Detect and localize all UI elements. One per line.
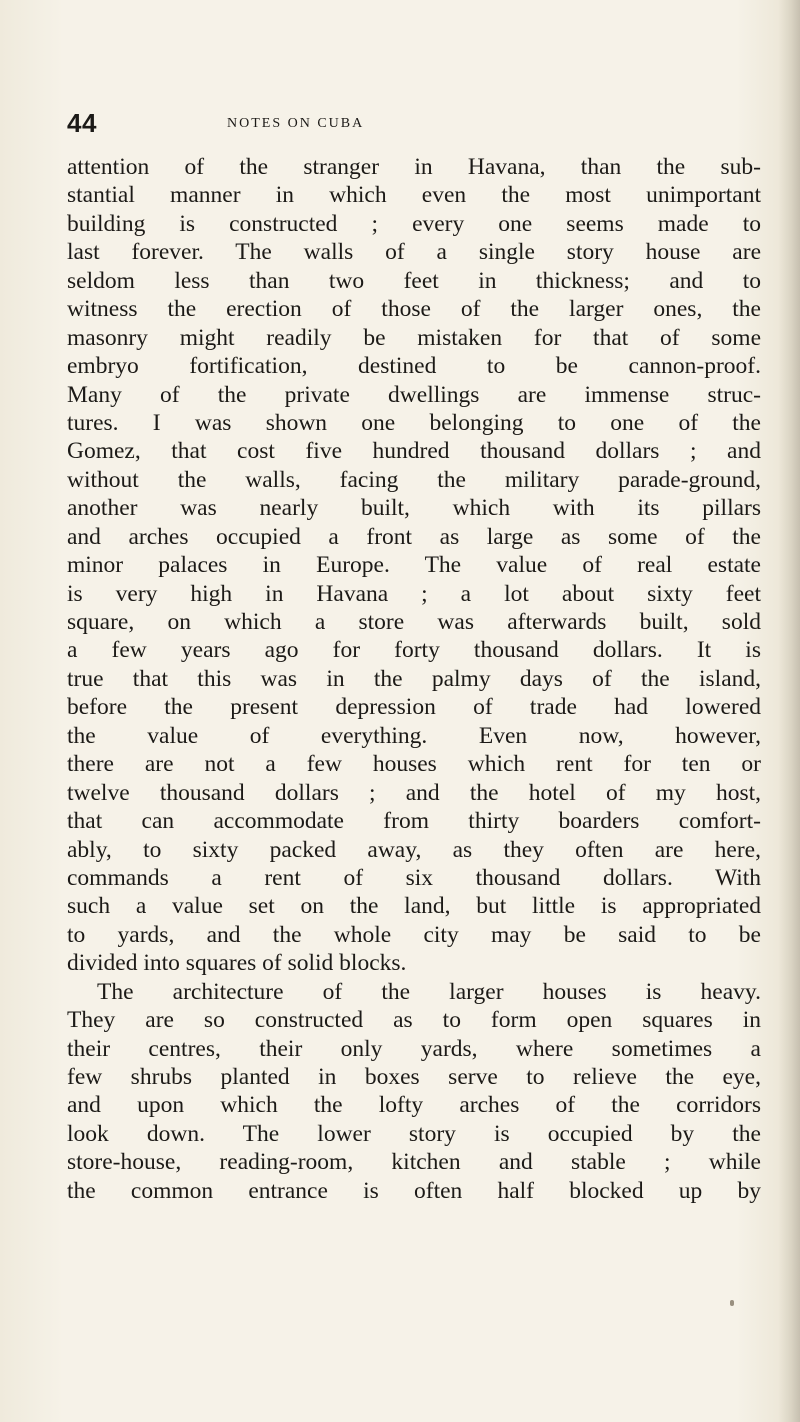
text-line: the value of everything. Even now, however, [67,722,761,749]
text-line: and arches occupied a front as large as some of the [67,523,761,550]
text-line: last forever. The walls of a single story house are [67,239,761,266]
text-line: such a value set on the land, but little is appropriated [67,893,761,920]
text-line: that can accommodate from thirty boarders comfort- [67,808,761,835]
text-line: Many of the private dwellings are immense struc- [67,381,761,408]
text-line: masonry might readily be mistaken for that of some [67,324,761,351]
text-line: stantial manner in which even the most unimportant [67,182,761,209]
body-text [67,153,761,1205]
text-line: another was nearly built, which with its pillars [67,495,761,522]
text-line: there are not a few houses which rent for ten or [67,751,761,778]
text-line: square, on which a store was afterwards built, sold [67,609,761,635]
text-line: tures. I was shown one belonging to one of the [67,409,761,436]
text-line: true that this was in the palmy days of the island, [67,665,761,692]
ink-speck [730,1300,734,1306]
text-line: twelve thousand dollars ; and the hotel of my host, [67,779,761,806]
text-line: seldom less than two feet in thickness; and to [67,267,761,294]
page-edge-shadow [778,0,800,1422]
text-line: ably, to sixty packed away, as they often are here, [67,836,761,863]
text-line: witness the erection of those of the larger ones, the [67,296,761,323]
text-line: few shrubs planted in boxes serve to relieve the eye, [67,1064,761,1090]
text-line: building is constructed ; every one seems made to [67,210,761,237]
text-line: without the walls, facing the military parade-ground, [67,466,761,493]
text-line: the common entrance is often half blocked up by [67,1177,761,1204]
text-line: They are so constructed as to form open squares in [67,1007,761,1034]
text-line: is very high in Havana ; a lot about sixty feet [67,580,761,607]
page-number: 44 [67,108,97,138]
text-line: their centres, their only yards, where sometimes a [67,1035,761,1062]
text-line: before the present depression of trade had lowered [67,694,761,721]
text-line: to yards, and the whole city may be said to be [67,921,761,948]
text-line: attention of the stranger in Havana, than the sub- [67,154,761,180]
text-line: a few years ago for forty thousand dollars. It is [67,637,761,664]
text-line: commands a rent of six thousand dollars. With [67,864,761,891]
page-header [67,108,757,144]
running-head: NOTES ON CUBA [227,116,365,131]
text-line: and upon which the lofty arches of the corridors [67,1092,761,1119]
text-line: divided into squares of solid blocks. [67,950,407,977]
text-line: look down. The lower story is occupied by the [67,1120,761,1147]
text-line: embryo fortification, destined to be cannon-proof. [67,353,761,380]
text-line: minor palaces in Europe. The value of real estate [67,552,761,579]
text-line: store-house, reading-room, kitchen and stable ; while [67,1149,761,1176]
text-line: Gomez, that cost five hundred thousand dollars ; and [67,438,761,465]
text-line: The architecture of the larger houses is heavy. [97,978,761,1005]
